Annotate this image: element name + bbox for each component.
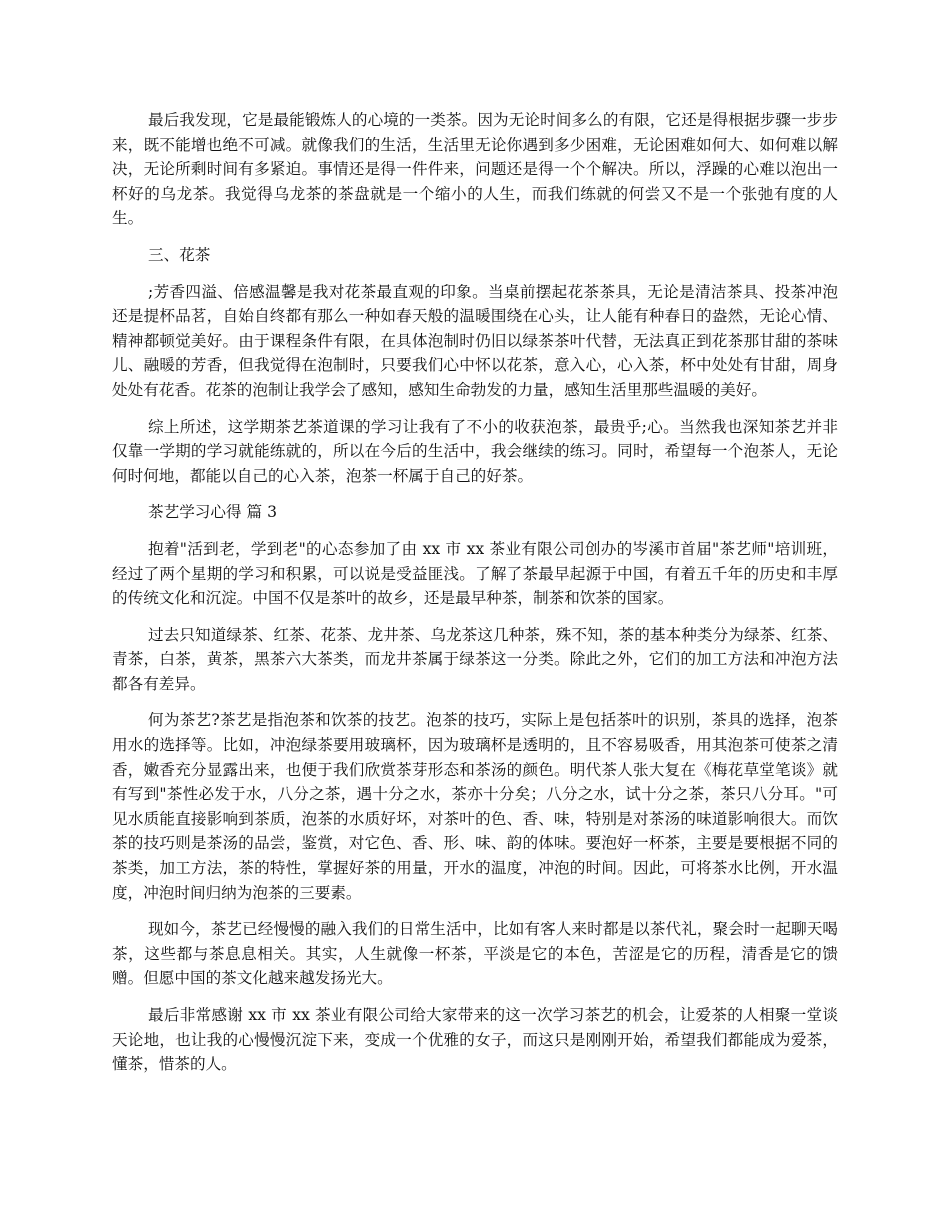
article-heading-part-3: 茶艺学习心得 篇 3 (148, 503, 277, 522)
paragraph-training-intro: 抱着"活到老，学到老"的心态参加了由 xx 市 xx 茶业有限公司创办的岑溪市首届"茶艺师"培训班，经过了两个星期的学习和积累，可以说是受益匪浅。了解了茶最早起源于中国，有着五千年的历史和丰厚的传统文化和沉淀。中国不仅是茶叶的故乡，还是最早种茶，制茶和饮茶的国家。 (112, 539, 838, 608)
section-heading-flower-tea: 三、花茶 (148, 245, 211, 264)
paragraph-oolong-conclusion: 最后我发现，它是最能锻炼人的心境的一类茶。因为无论时间多么的有限，它还是得根据步骤一步步来，既不能增也绝不可减。就像我们的生活，生活里无论你遇到多少困难，无论困难如何大、如何难以解决，无论所剩时间有多紧迫。事情还是得一件件来，问题还是得一个个解决。所以，浮躁的心难以泡出一杯好的乌龙茶。我觉得乌龙茶的茶盘就是一个缩小的人生，而我们练就的何尝又不是一个张弛有度的人生。 (112, 111, 838, 228)
paragraph-summary: 综上所述，这学期茶艺茶道课的学习让我有了不小的收获泡茶，最贵乎;心。当然我也深知茶艺并非仅靠一学期的学习就能练就的，所以在今后的生活中，我会继续的练习。同时，希望每一个泡茶人，无论何时何地，都能以自己的心入茶，泡茶一杯属于自己的好茶。 (112, 417, 838, 485)
paragraph-flower-tea: ;芳香四溢、倍感温馨是我对花茶最直观的印象。当桌前摆起花茶茶具，无论是清洁茶具、投茶冲泡还是提杯品茗，自始自终都有那么一种如春天般的温暖围绕在心头，让人能有种春日的盎然，无论心情、精神都顿觉美好。由于课程条件有限，在具体泡制时仍旧以绿茶茶叶代替，无法真正到花茶那甘甜的茶味儿、融暖的芳香，但我觉得在泡制时，只要我们心中怀以花茶，意入心，心入茶，杯中处处有甘甜，周身处处有花香。花茶的泡制让我学会了感知，感知生命勃发的力量，感知生活里那些温暖的美好。 (112, 282, 838, 399)
paragraph-what-is-tea-art: 何为茶艺?茶艺是指泡茶和饮茶的技艺。泡茶的技巧，实际上是包括茶叶的识别，茶具的选择，泡茶用水的选择等。比如，冲泡绿茶要用玻璃杯，因为玻璃杯是透明的，且不容易吸香，用其泡茶可使茶之清香，嫩香充分显露出来，也便于我们欣赏茶芽形态和茶汤的颜色。明代茶人张大复在《梅花草堂笔谈》就有写到"茶性必发于水，八分之茶，遇十分之水，茶亦十分矣；八分之水，试十分之茶，茶只八分耳。"可见水质能直接影响到茶质，泡茶的水质好坏，对茶叶的色、香、味，特别是对茶汤的味道影响很大。而饮茶的技巧则是茶汤的品尝，鉴赏，对它色、香、形、味、韵的体味。要泡好一杯茶，主要是要根据不同的茶类，加工方法，茶的特性，掌握好茶的用量，开水的温度，冲泡的时间。因此，可将茶水比例，开水温度，冲泡时间归纳为泡茶的三要素。 (112, 711, 838, 902)
paragraph-tea-types: 过去只知道绿茶、红茶、花茶、龙井茶、乌龙茶这几种茶，殊不知，茶的基本种类分为绿茶、红茶、青茶，白茶，黄茶，黑茶六大茶类，而龙井茶属于绿茶这一分类。除此之外，它们的加工方法和冲泡方法都各有差异。 (112, 625, 838, 693)
document-body (112, 108, 838, 1089)
paragraph-daily-life: 现如今，茶艺已经慢慢的融入我们的日常生活中，比如有客人来时都是以茶代礼，聚会时一起聊天喝茶，这些都与茶息息相关。其实，人生就像一杯茶，平淡是它的本色，苦涩是它的历程，清香是它的馈赠。但愿中国的茶文化越来越发扬光大。 (112, 920, 838, 988)
paragraph-thanks: 最后非常感谢 xx 市 xx 茶业有限公司给大家带来的这一次学习茶艺的机会，让爱茶的人相聚一堂谈天论地，也让我的心慢慢沉淀下来，变成一个优雅的女子，而这只是刚刚开始，希望我们都能成为爱茶，懂茶，惜茶的人。 (112, 1006, 838, 1074)
